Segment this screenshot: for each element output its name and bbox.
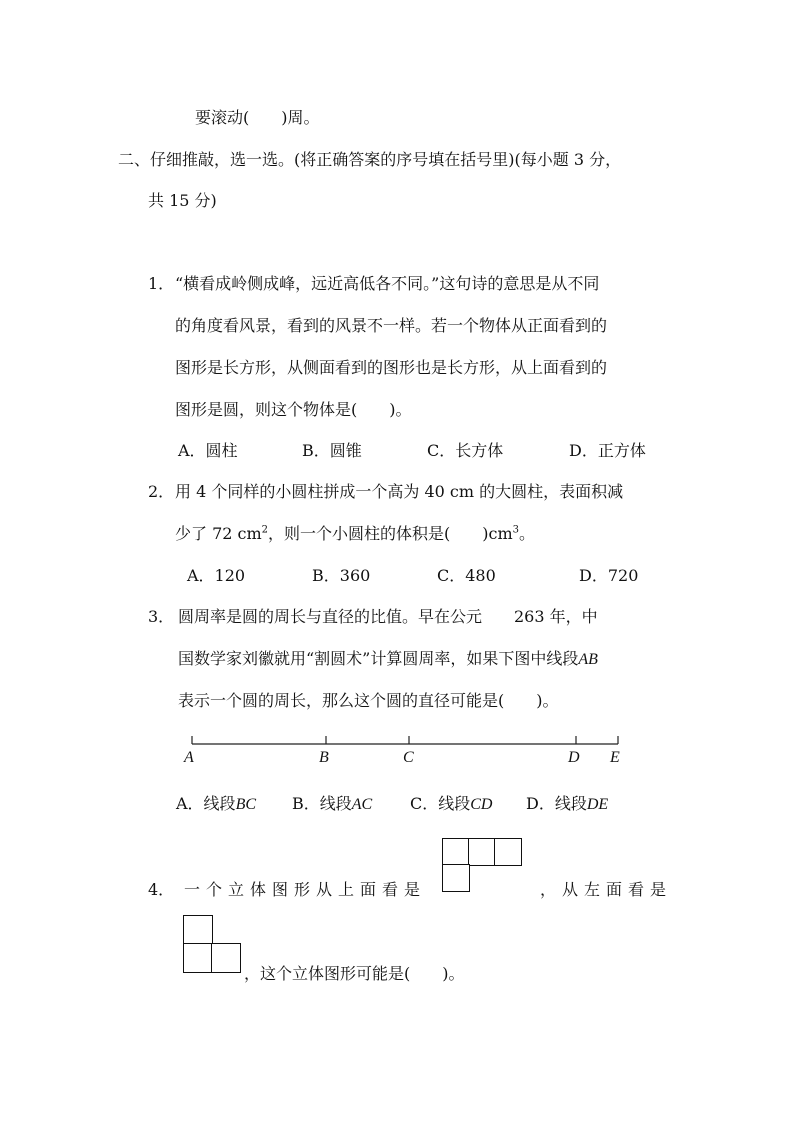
question-text-line [175, 524, 535, 544]
figure-square [494, 838, 522, 866]
question-text-line: “横看成岭侧成峰，远近高低各不同。”这句诗的意思是从不同 [175, 274, 600, 293]
segment-name: AB [578, 651, 598, 668]
text-fragment: 少了 72 cm [175, 524, 262, 543]
option-a[interactable] [176, 794, 256, 815]
figure-square [211, 943, 241, 973]
point-label-c: C [403, 749, 414, 766]
segment-name: BC [235, 796, 257, 813]
text-fragment: ，则一个小圆柱的体积是( )cm [268, 524, 513, 543]
superscript: 3 [512, 524, 520, 536]
section-title-continued: 共 15 分) [148, 191, 217, 210]
option-prefix: B．线段 [292, 794, 352, 813]
segment-name: DE [586, 796, 609, 813]
question-number: 2． [148, 482, 175, 501]
option-prefix: D．线段 [526, 794, 587, 813]
section-title: 二、仔细推敲，选一选。(将正确答案的序号填在括号里)(每小题 3 分， [118, 150, 622, 169]
point-label-d: D [568, 749, 580, 766]
text-fragment: 国数学家刘徽就用“割圆术”计算圆周率，如果下图中线段 [178, 649, 579, 668]
question-text-line: 图形是圆，则这个物体是( )。 [175, 400, 412, 419]
question-text-line: ，从左面看是 [540, 880, 673, 899]
question-number: 3． [148, 607, 175, 626]
question-number: 1． [148, 274, 175, 293]
point-label-a: A [184, 749, 194, 766]
option-prefix: A．线段 [176, 794, 236, 813]
text-fragment: 。 [519, 524, 536, 543]
option-d[interactable]: D．正方体 [569, 441, 646, 460]
question-text-line: 的角度看风景，看到的风景不一样。若一个物体从正面看到的 [175, 316, 608, 335]
figure-square [468, 838, 496, 866]
question-text-line: 用 4 个同样的小圆柱拼成一个高为 40 cm 的大圆柱，表面积减 [175, 482, 624, 501]
continued-question-text: 要滚动( )周。 [195, 108, 320, 127]
figure-square [442, 864, 470, 892]
segment-name: AC [351, 796, 373, 813]
question-text-line [178, 649, 598, 670]
option-b[interactable] [292, 794, 372, 815]
option-b[interactable]: B．圆锥 [302, 441, 362, 460]
figure-square [183, 915, 213, 945]
option-b[interactable]: B．360 [312, 566, 371, 585]
option-d[interactable] [526, 794, 608, 815]
point-label-b: B [319, 749, 329, 766]
option-d[interactable]: D．720 [579, 566, 639, 585]
question-text-line: ，这个立体图形可能是( )。 [244, 964, 465, 983]
option-c[interactable]: C．长方体 [427, 441, 504, 460]
question-text-line: 圆周率是圆的周长与直径的比值。早在公元 263 年，中 [178, 607, 598, 626]
option-prefix: C．线段 [410, 794, 471, 813]
point-label-e: E [610, 749, 620, 766]
figure-square [442, 838, 470, 866]
question-text-line: 表示一个圆的周长，那么这个圆的直径可能是( )。 [178, 691, 559, 710]
segment-name: CD [470, 796, 493, 813]
superscript: 2 [261, 524, 269, 536]
option-c[interactable] [410, 794, 492, 815]
option-a[interactable]: A．圆柱 [178, 441, 238, 460]
option-c[interactable]: C．480 [437, 566, 496, 585]
question-number: 4． [148, 880, 175, 899]
question-text-line: 图形是长方形，从侧面看到的图形也是长方形，从上面看到的 [175, 358, 608, 377]
option-a[interactable]: A．120 [187, 566, 246, 585]
question-text-line: 一个立体图形从上面看是 [184, 880, 427, 899]
figure-square [183, 943, 213, 973]
